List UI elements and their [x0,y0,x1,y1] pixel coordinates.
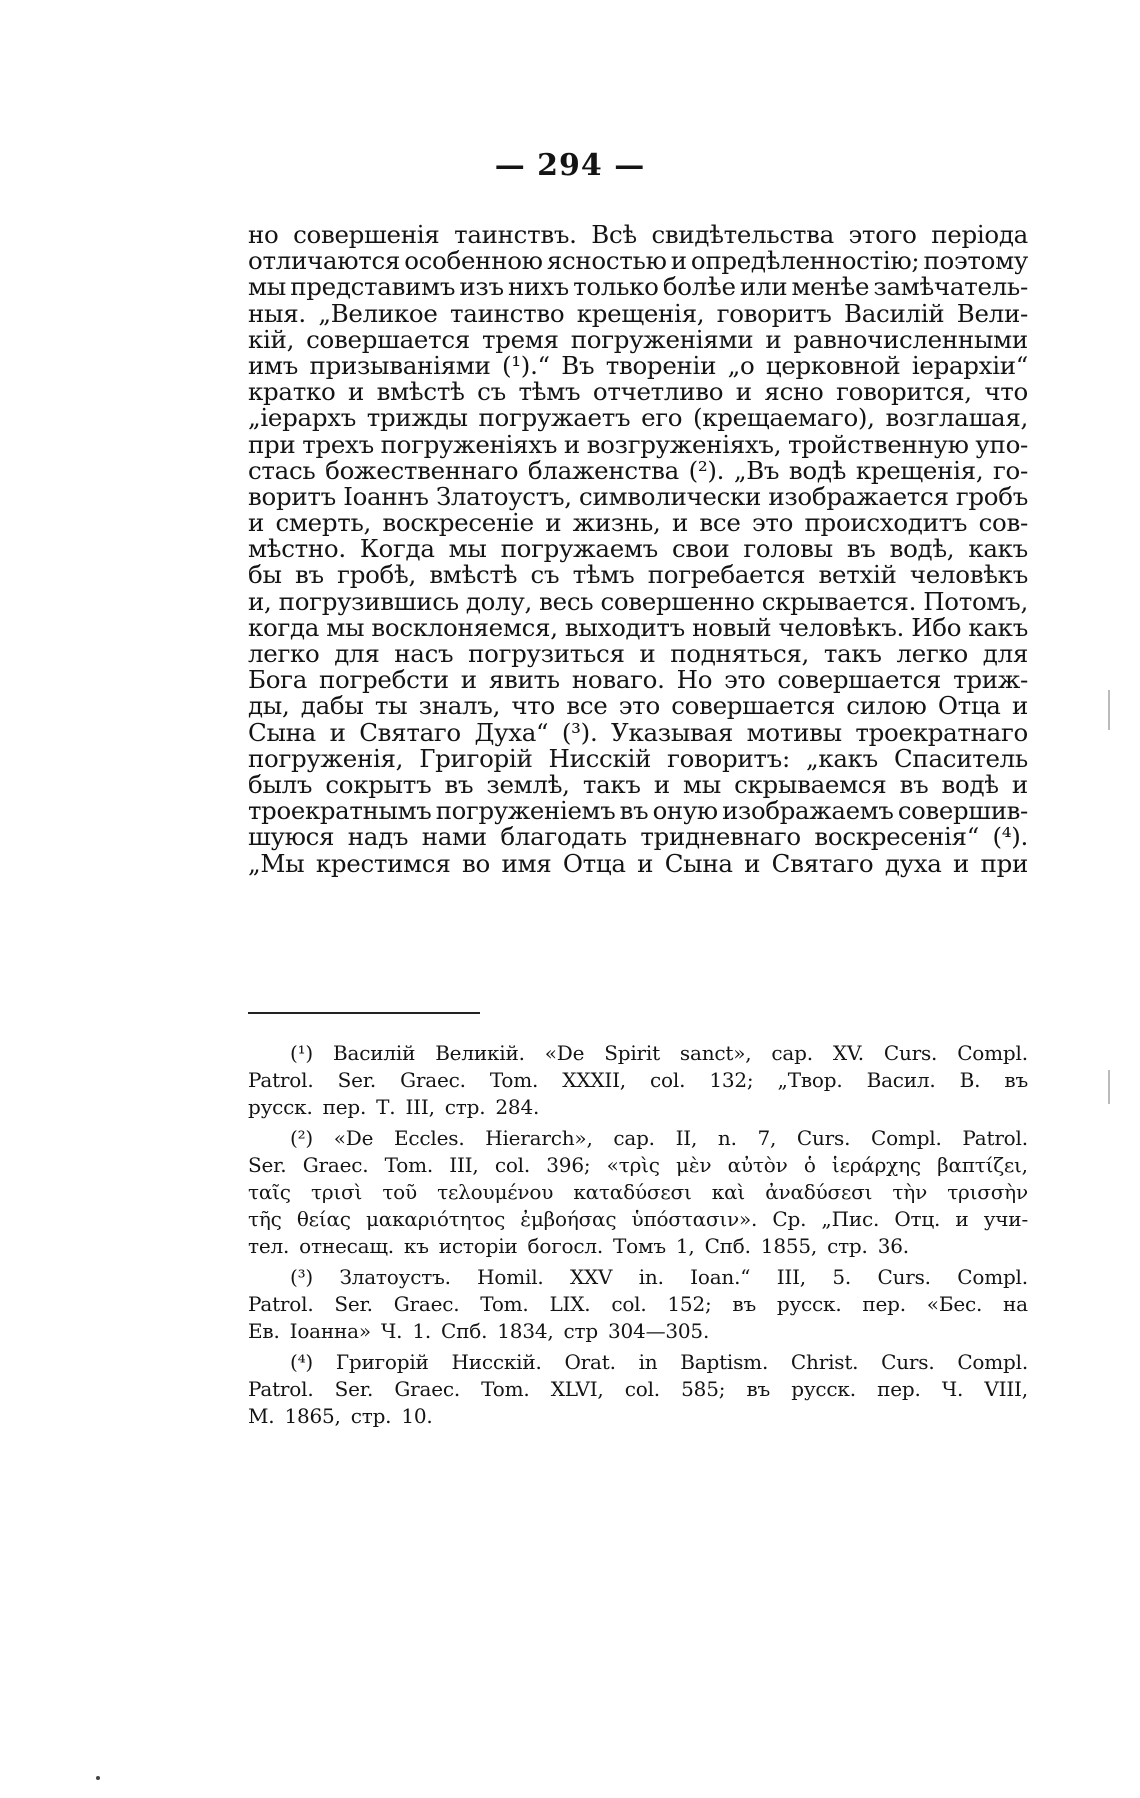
body-line: кій, совершается тремя погруженіями и равночисленными [248,324,1028,354]
footnote-line: Patrol. Ser. Graec. Tom. XXXII, col. 132; „Твор. Васил. В. въ [248,1068,1028,1092]
body-line: мѣстно. Когда мы погружаемъ свои головы въ водѣ, какъ [248,534,1028,564]
body-line: шуюся надъ нами благодать тридневнаго воскресенія“ (⁴). [248,822,1028,852]
body-line: былъ сокрытъ въ землѣ, такъ и мы скрываемся въ водѣ и [248,769,1028,799]
body-line: при трехъ погруженіяхъ и возгруженіяхъ, тройственную упо- [248,429,1028,459]
body-line: отличаются особенною ясностью и опредѣленностію; поэтому [248,246,1028,276]
footnote-line: τῆς θείας μακαριότητος ἐμβοήσας ὑπόστασιν». Ср. „Пис. Отц. и учи- [248,1207,1028,1231]
footnote [248,1040,1028,1121]
footnote-line: Ев. Іоанна» Ч. 1. Спб. 1834, стр 304—305. [248,1319,710,1343]
footnote-line: Patrol. Ser. Graec. Tom. LIX. col. 152; въ русск. пер. «Бес. на [248,1292,1028,1316]
body-text [248,222,1028,877]
scan-margin-mark [1108,1070,1110,1104]
footnote [248,1264,1028,1345]
body-line: троекратнымъ погруженіемъ въ оную изображаемъ совершив- [248,796,1028,826]
footnote [248,1125,1028,1260]
body-line: но совершенія таинствъ. Всѣ свидѣтельства этого періода [248,220,1028,249]
body-line: и, погрузившись долу, весь совершенно скрывается. Потомъ, [248,586,1028,616]
body-line: стась божественнаго блаженства (²). „Въ водѣ крещенія, го- [248,455,1028,485]
body-line: имъ призываніями (¹).“ Въ твореніи „о церковной іерархіи“ [248,350,1028,380]
footnote-line: (²) «De Eccles. Hierarch», cap. II, n. 7, Curs. Compl. Patrol. [290,1126,1028,1150]
body-line: мы представимъ изъ нихъ только болѣе или менѣе замѣчатель- [248,272,1028,302]
footnote-line: русск. пер. Т. III, стр. 284. [248,1095,540,1119]
footnote-line: (⁴) Григорій Нисскій. Orat. in Baptism. Christ. Curs. Compl. [290,1350,1028,1374]
body-line: бы въ гробѣ, вмѣстѣ съ тѣмъ погребается ветхій человѣкъ [248,560,1028,590]
footnote-line: тел. отнесащ. къ исторіи богосл. Томъ 1, Спб. 1855, стр. 36. [248,1234,909,1258]
body-line: погруженія, Григорій Нисскій говоритъ: „какъ Спаситель [248,743,1028,773]
body-line: Бога погребсти и явить новаго. Но это совершается триж- [248,665,1028,695]
footnote-line: Ser. Graec. Tom. III, col. 396; «τρὶς μὲν αὐτὸν ὁ ἱεράρχης βαπτίζει, [248,1153,1028,1177]
footnote-line: (³) Златоустъ. Homil. XXV in. Ioan.“ III, 5. Curs. Compl. [290,1265,1028,1289]
body-line: „іерархъ трижды погружаетъ его (крещаемаго), возглашая, [248,403,1028,433]
footnotes [248,1040,1028,1434]
scan-speck [96,1776,100,1780]
body-line: когда мы восклоняемся, выходитъ новый человѣкъ. Ибо какъ [248,612,1028,642]
footnote-line: ταῖς τρισὶ τοῦ τελουμένου καταδύσεσι καὶ ἀναδύσεσι τὴν τρισσὴν [248,1180,1028,1204]
body-line: легко для насъ погрузиться и подняться, такъ легко для [248,639,1028,668]
body-line: воритъ Іоаннъ Златоустъ, символически изображается гробъ [248,481,1028,511]
page-number: — 294 — [494,148,646,183]
body-line: и смерть, воскресеніе и жизнь, и все это происходитъ сов- [248,508,1028,538]
footnote [248,1349,1028,1430]
footnote-divider [248,1012,480,1014]
body-line: Сына и Святаго Духа“ (³). Указывая мотивы троекратнаго [248,717,1028,747]
body-line: „Мы крестимся во имя Отца и Сына и Святаго духа и при [248,848,1028,878]
scan-margin-mark [1108,690,1110,730]
body-line: кратко и вмѣстѣ съ тѣмъ отчетливо и ясно говорится, что [248,377,1028,407]
footnote-line: М. 1865, стр. 10. [248,1404,433,1428]
footnote-line: (¹) Василій Великій. «De Spirit sanct», cap. XV. Curs. Compl. [290,1041,1028,1065]
body-line: ды, дабы ты зналъ, что все это совершается силою Отца и [248,691,1028,721]
footnote-line: Patrol. Ser. Graec. Tom. XLVI, col. 585; въ русск. пер. Ч. VIII, [248,1377,1028,1401]
body-line: ныя. „Великое таинство крещенія, говоритъ Василій Вели- [248,298,1028,328]
